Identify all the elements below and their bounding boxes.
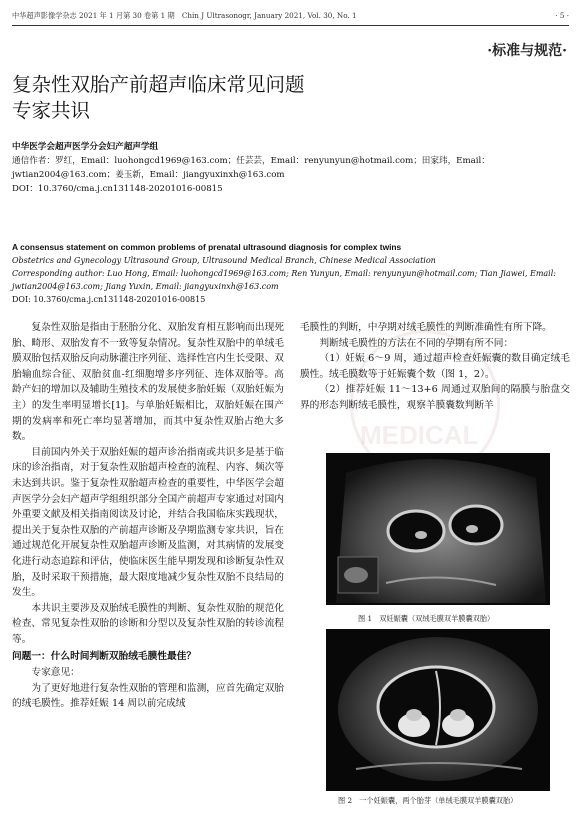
journal-citation: 中华超声影像学杂志 2021 年 1 月第 30 卷第 1 期 Chin J Ultrasonogr, January 2021, Vol. 30, No. 1: [12, 11, 357, 20]
figure-2-caption: 图 2 一个妊娠囊，两个胎芽（单绒毛膜双羊膜囊双胎）: [338, 796, 518, 805]
figure-2-ultrasound: [326, 629, 550, 791]
author-organization: 中华医学会超声医学分会妇产超声学组: [12, 142, 159, 152]
section-tag: ·标准与规范·: [487, 43, 567, 59]
watermark-text: MEDICAL: [360, 420, 479, 450]
body-paragraph: 目前国内外关于双胎妊娠的超声诊治指南或共识多是基于临床的诊治指南，对于复杂性双胎超声检查的流程、内容、频次等未达到共识。鉴于复杂性双胎超声检查的重要性，中华医学会超声医学分会妇产超声学组组织部分全国产前超声专家通过对国内外重要文献及相关指南阅读及讨论，并结合我国临床实践现状，提出关于复杂性双胎的产前超声诊断及孕期监测专家共识，旨在通过规范化开展复杂性双胎超声诊断及监测，对其病情的发展变化进行动态追踪和评估，使临床医生能早期发现和诊断复杂性双胎，及时采取干预措施，最大限度地减少复杂性双胎不良结局的发生。: [12, 446, 284, 599]
doi: DOI：10.3760/cma.j.cn131148-20201016-00815: [12, 184, 223, 194]
journal-header: [12, 10, 569, 26]
english-organization: Obstetrics and Gynecology Ultrasound Group, Ultrasound Medical Branch, Chinese Medical Association: [12, 256, 436, 265]
question-heading: 问题一：什么时间判断双胎绒毛膜性最佳？: [12, 651, 197, 663]
body-paragraph: （1）妊娠 6～9 周，通过超声检查妊娠囊的数目确定绒毛膜性。绒毛膜数等于妊娠囊个数（图 1，2）。: [300, 353, 570, 380]
body-paragraph: 判断绒毛膜性的方法在不同的孕期有所不同：: [319, 337, 514, 349]
ultrasound-image-1: [326, 453, 550, 605]
english-title: A consensus statement on common problems of prenatal ultrasound diagnosis for complex twins: [12, 242, 402, 252]
corresponding-authors: 通信作者：罗红，Email：luohongcd1969@163.com；任芸芸，Email：renyunyun@hotmail.com；田家玮，Email：jwtian2004@163.com；姜玉新，Email：jiangyuxinxh@163.com: [12, 156, 490, 180]
title-line-1: 复杂性双胎产前超声临床常见问题: [12, 73, 305, 96]
right-column: [300, 320, 570, 414]
expert-opinion-label: 专家意见：: [31, 667, 80, 679]
english-abstract-block: [12, 241, 572, 306]
body-paragraph: 为了更好地进行复杂性双胎的管理和监测，应首先确定双胎的绒毛膜性。推荐妊娠 14 周以前完成绒: [12, 682, 284, 710]
ultrasound-image-2: [326, 629, 550, 791]
left-column: [12, 320, 284, 712]
body-paragraph: 毛膜性的判断，中孕期对绒毛膜性的判断准确性有所下降。: [300, 322, 552, 333]
title-line-2: 专家共识: [12, 99, 91, 122]
article-title: [12, 72, 452, 124]
figure-1-ultrasound: [326, 453, 550, 605]
body-paragraph: （2）推荐妊娠 11～13+6 周通过双胎间的隔膜与胎盘交界的形态判断绒毛膜性，观察羊膜囊数判断羊: [300, 384, 570, 411]
page-number: · 5 ·: [555, 11, 569, 20]
body-paragraph: 本共识主要涉及双胎绒毛膜性的判断、复杂性双胎的规范化检查、常见复杂性双胎的诊断和分型以及复杂性双胎的转诊流程等。: [12, 602, 284, 645]
english-doi: DOI: 10.3760/cma.j.cn131148-20201016-00815: [12, 295, 206, 304]
english-corresponding: Corresponding author: Luo Hong, Email: luohongcd1969@163.com; Ren Yunyun, Email: renyunyun@hotmail.com; Tian Jiawei, Email: jwtian2004@163.com; Jiang Yuxin, Email: jiangyuxinxh@163.com: [12, 269, 556, 291]
author-block: [12, 140, 572, 196]
figure-1-caption: 图 1 双妊娠囊（双绒毛膜双羊膜囊双胎）: [358, 614, 495, 623]
body-paragraph: 复杂性双胎是指由于胚胎分化、双胎发育相互影响而出现死胎、畸形、双胎发育不一致等复杂情况。复杂性双胎中的单绒毛膜双胎包括双胎反向动脉灌注序列征、选择性宫内生长受限、双胎输血综合征、双胎贫血-红细胞增多序列征、连体双胎等。高龄产妇的增加以及辅助生殖技术的发展使多胎妊娠（双胎妊娠为主）的发生率明显增长[1]。与单胎妊娠相比，双胎妊娠在围产期的发病率和死亡率均显著增加，而其中复杂性双胎占绝大多数。: [12, 322, 284, 443]
